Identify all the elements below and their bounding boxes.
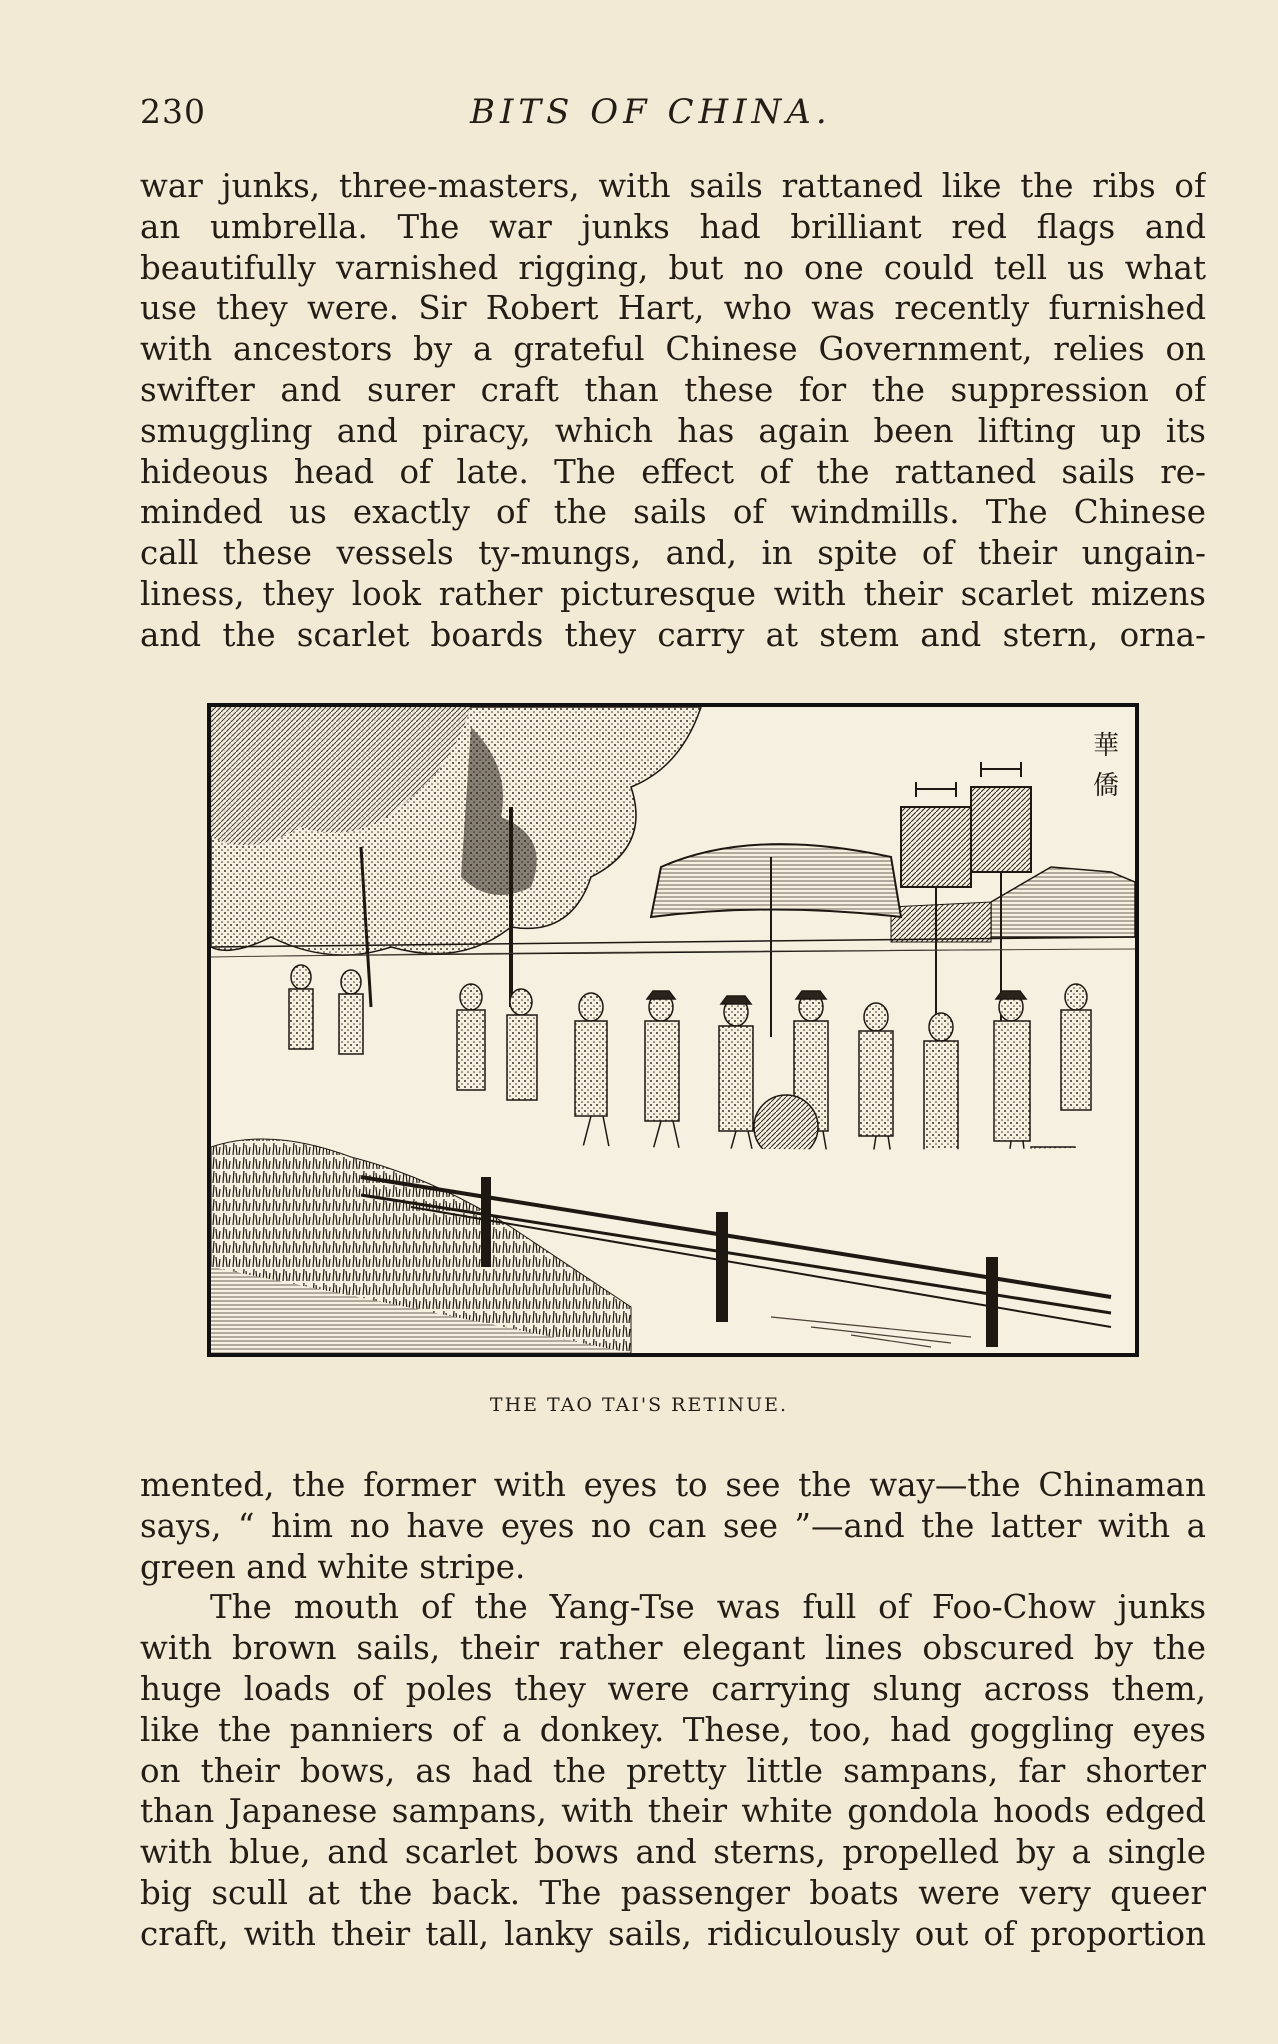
text-line: war junks, three-masters, with sails rattaned like the ribs of <box>140 167 1206 205</box>
text-line: huge loads of poles they were carrying slung across them, <box>140 1669 1206 1708</box>
text-line: with brown sails, their rather elegant lines obscured by the <box>140 1629 1206 1668</box>
text-line: beautifully varnished rigging, but no one could tell us what <box>140 248 1206 287</box>
text-line: liness, they look rather picturesque with their scarlet mizens <box>140 574 1206 613</box>
text-line: swifter and surer craft than these for the suppression of <box>140 370 1206 409</box>
text-line: an umbrella. The war junks had brilliant red flags and <box>140 207 1206 246</box>
text-line: use they were. Sir Robert Hart, who was recently furnished <box>140 289 1206 328</box>
engraving-drawing <box>211 707 1135 1353</box>
running-title: BITS OF CHINA. <box>470 92 832 132</box>
text-line: says, “ him no have eyes no can see ”—and the latter with a <box>140 1506 1206 1545</box>
text-line: with blue, and scarlet bows and sterns, propelled by a single <box>140 1833 1206 1872</box>
text-line: hideous head of late. The effect of the rattaned sails re- <box>140 452 1206 491</box>
corner-glyph: 僑 <box>1092 771 1119 801</box>
text-line: than Japanese sampans, with their white gondola hoods edged <box>140 1792 1206 1831</box>
illustration-tao-tai-retinue <box>207 703 1139 1357</box>
corner-glyph: 華 <box>1092 731 1119 761</box>
text-line: like the panniers of a donkey. These, too, had goggling eyes <box>140 1710 1206 1749</box>
text-line: smuggling and piracy, which has again been lifting up its <box>140 411 1206 450</box>
text-line: and the scarlet boards they carry at stem and stern, orna- <box>140 615 1206 654</box>
text-line: big scull at the back. The passenger boats were very queer <box>140 1873 1206 1912</box>
text-line: The mouth of the Yang-Tse was full of Foo-Chow junks <box>210 1588 1206 1627</box>
text-line: on their bows, as had the pretty little sampans, far shorter <box>140 1751 1206 1790</box>
figure-caption: THE TAO TAI'S RETINUE. <box>489 1394 789 1416</box>
text-line: with ancestors by a grateful Chinese Government, relies on <box>140 330 1206 369</box>
paragraph-1 <box>140 166 1206 656</box>
text-line: call these vessels ty-mungs, and, in spite of their ungain- <box>140 534 1206 573</box>
text-line: green and white stripe. <box>140 1547 526 1586</box>
text-line: mented, the former with eyes to see the way—the Chinaman <box>140 1466 1206 1504</box>
page-number: 230 <box>140 92 206 131</box>
text-line: craft, with their tall, lanky sails, ridiculously out of proportion <box>140 1914 1206 1953</box>
text-line: minded us exactly of the sails of windmills. The Chinese <box>140 493 1206 532</box>
paragraph-2 <box>140 1465 1206 1955</box>
